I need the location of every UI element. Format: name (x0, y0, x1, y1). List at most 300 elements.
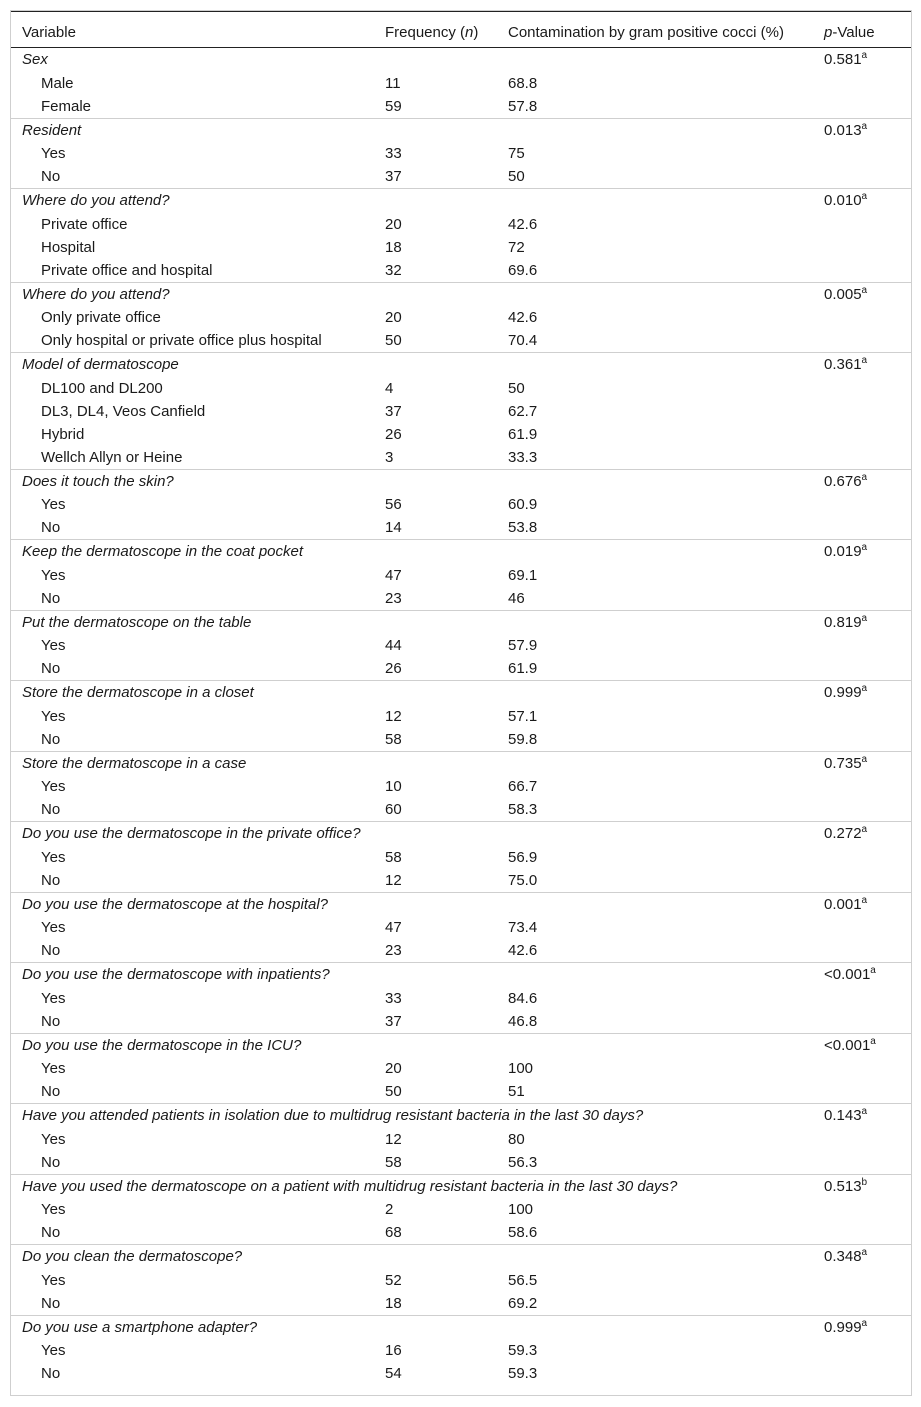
header-pvalue: p-Value (824, 17, 911, 48)
frequency-value: 16 (385, 1342, 402, 1359)
table-row (11, 1339, 911, 1362)
empty-cell (824, 72, 911, 95)
contamination-value: 56.3 (508, 1153, 538, 1171)
empty-cell (385, 681, 508, 705)
empty-cell (508, 48, 824, 72)
contamination-value: 61.9 (508, 425, 538, 443)
table-body (11, 48, 911, 1386)
p-value-number: 0.348 (824, 1248, 862, 1266)
group-label: Keep the dermatoscope in the coat pocket (11, 540, 385, 564)
table-row (11, 1292, 911, 1316)
category-label: Yes (41, 1271, 66, 1289)
table-row (11, 493, 911, 516)
empty-cell (385, 469, 508, 493)
empty-cell (824, 1339, 911, 1362)
empty-cell (508, 963, 824, 987)
table-row (11, 987, 911, 1010)
category-label: No (41, 871, 61, 889)
empty-cell (385, 1315, 508, 1339)
empty-cell (508, 610, 824, 634)
frequency-value: 37 (385, 168, 402, 185)
table-row (11, 165, 911, 189)
group-label: Do you use the dermatoscope in the ICU? (11, 1033, 385, 1057)
table-row (11, 306, 911, 329)
frequency-value: 12 (385, 1130, 402, 1148)
contamination-value: 100 (508, 1060, 534, 1077)
p-value (824, 822, 911, 846)
p-value-footnote: a (861, 120, 868, 132)
table-row (11, 423, 911, 446)
category-label: DL3, DL4, Veos Canfield (41, 402, 206, 420)
contamination-value: 57.1 (508, 707, 538, 725)
table-row (11, 869, 911, 893)
empty-cell (824, 1198, 911, 1221)
table-row (11, 1198, 911, 1221)
contamination-value: 68.8 (508, 74, 538, 92)
category-label: No (41, 1012, 61, 1030)
empty-cell (824, 987, 911, 1010)
contamination-value: 75.0 (508, 871, 538, 889)
p-value (824, 610, 911, 634)
contamination-value: 42.6 (508, 309, 538, 326)
empty-cell (824, 165, 911, 189)
frequency-value: 58 (385, 848, 402, 866)
category-label: No (41, 1365, 61, 1382)
group-label: Do you use the dermatoscope with inpatients? (11, 963, 385, 987)
group-row (11, 751, 911, 775)
table-row (11, 587, 911, 611)
empty-cell (508, 189, 824, 213)
table-row (11, 1080, 911, 1104)
p-value-footnote: a (870, 965, 876, 977)
category-label: Female (41, 97, 92, 115)
p-value-number: 0.676 (824, 472, 862, 490)
table-row (11, 939, 911, 963)
frequency-value: 47 (385, 919, 402, 936)
frequency-value: 20 (385, 215, 402, 233)
category-label: Hospital (41, 238, 96, 256)
top-rule (11, 11, 911, 12)
group-row (11, 1315, 911, 1339)
group-label: Do you use the dermatoscope at the hospital? (11, 892, 385, 916)
category-label: No (41, 801, 61, 818)
contamination-value: 57.8 (508, 97, 538, 115)
contamination-value: 100 (508, 1201, 534, 1218)
table-row (11, 446, 911, 470)
empty-cell (824, 564, 911, 587)
empty-cell (824, 1269, 911, 1292)
frequency-value: 44 (385, 637, 402, 654)
p-value-number: 0.999 (824, 684, 862, 702)
p-value-footnote: a (861, 50, 868, 62)
p-value-footnote: a (861, 1106, 868, 1118)
p-value (824, 282, 911, 306)
table-container (10, 10, 912, 1396)
contamination-value: 62.7 (508, 402, 538, 420)
empty-cell (824, 869, 911, 893)
empty-cell (824, 587, 911, 611)
p-value-number: 0.361 (824, 356, 862, 374)
p-value-number: <0.001 (824, 1036, 871, 1054)
frequency-value: 18 (385, 238, 402, 256)
table-row (11, 400, 911, 423)
group-label: Sex (22, 51, 48, 69)
table-row (11, 705, 911, 728)
header-variable: Variable (11, 17, 385, 48)
empty-cell (508, 1033, 824, 1057)
table-row (11, 259, 911, 283)
category-label: No (41, 1294, 61, 1312)
category-label: Yes (41, 1130, 66, 1148)
frequency-value: 2 (385, 1201, 394, 1218)
p-value-footnote: a (870, 1035, 876, 1047)
header-contamination: Contamination by gram positive cocci (%) (508, 17, 824, 48)
p-value-number: <0.001 (824, 966, 871, 984)
frequency-value: 54 (385, 1365, 402, 1382)
frequency-value: 47 (385, 566, 402, 584)
category-label: Yes (41, 848, 66, 866)
group-row (11, 48, 911, 72)
contamination-value: 59.8 (508, 730, 538, 748)
p-value (824, 353, 911, 377)
table-row (11, 1128, 911, 1151)
empty-cell (385, 118, 508, 142)
group-row (11, 1104, 911, 1128)
p-value-footnote: a (861, 753, 868, 765)
group-label: Have you attended patients in isolation due to multidrug resistant bacteria in the last 30 days? (11, 1104, 385, 1128)
group-label: Does it touch the skin? (11, 469, 385, 493)
p-value (824, 540, 911, 564)
contamination-value: 51 (508, 1083, 525, 1100)
category-label: No (41, 589, 61, 607)
group-row (11, 892, 911, 916)
p-value (824, 892, 911, 916)
group-row (11, 1033, 911, 1057)
empty-cell (824, 1292, 911, 1316)
frequency-value: 50 (385, 1083, 402, 1100)
group-row (11, 822, 911, 846)
contamination-value: 59.3 (508, 1365, 538, 1382)
empty-cell (824, 846, 911, 869)
frequency-value: 26 (385, 425, 402, 443)
empty-cell (508, 681, 824, 705)
empty-cell (385, 892, 508, 916)
empty-cell (824, 95, 911, 119)
frequency-value: 33 (385, 989, 402, 1007)
p-value-number: 0.999 (824, 1318, 862, 1336)
table-row (11, 95, 911, 119)
p-value-number: 0.013 (824, 121, 862, 139)
p-value-number: 0.513 (824, 1177, 862, 1195)
empty-cell (824, 306, 911, 329)
frequency-value: 12 (385, 707, 402, 725)
empty-cell (824, 259, 911, 283)
empty-cell (824, 329, 911, 353)
p-value-number: 0.272 (824, 825, 862, 843)
table-row (11, 775, 911, 798)
p-value-footnote: a (861, 191, 868, 203)
contamination-value: 80 (508, 1130, 525, 1148)
contamination-value: 70.4 (508, 332, 538, 349)
category-label: Yes (41, 778, 66, 795)
empty-cell (385, 610, 508, 634)
empty-cell (824, 1221, 911, 1245)
results-table (11, 17, 911, 1385)
contamination-value: 66.7 (508, 778, 538, 795)
frequency-value: 20 (385, 1060, 402, 1077)
table-row (11, 236, 911, 259)
contamination-value: 57.9 (508, 637, 538, 654)
table-row (11, 846, 911, 869)
frequency-value: 23 (385, 942, 402, 959)
frequency-value: 12 (385, 871, 402, 889)
group-row (11, 353, 911, 377)
empty-cell (824, 1128, 911, 1151)
contamination-value: 73.4 (508, 919, 538, 936)
category-label: No (41, 1153, 61, 1171)
empty-cell (385, 189, 508, 213)
category-label: Yes (41, 1342, 66, 1359)
table-row (11, 1269, 911, 1292)
table-row (11, 916, 911, 939)
empty-cell (385, 353, 508, 377)
empty-cell (824, 493, 911, 516)
table-row (11, 798, 911, 822)
p-value-number: 0.001 (824, 895, 862, 913)
empty-cell (824, 213, 911, 236)
p-value (824, 1104, 911, 1128)
contamination-value: 53.8 (508, 519, 538, 536)
p-value (824, 48, 911, 72)
group-row (11, 610, 911, 634)
category-label: Private office and hospital (41, 261, 213, 279)
category-label: Wellch Allyn or Heine (41, 448, 183, 466)
frequency-value: 33 (385, 145, 402, 162)
category-label: Yes (41, 1060, 66, 1077)
empty-cell (824, 775, 911, 798)
contamination-value: 61.9 (508, 660, 538, 677)
header-row (11, 17, 911, 48)
table-row (11, 329, 911, 353)
empty-cell (824, 377, 911, 400)
group-label: Do you clean the dermatoscope? (11, 1245, 385, 1269)
p-value-footnote: a (861, 355, 868, 367)
table-row (11, 564, 911, 587)
empty-cell (824, 142, 911, 165)
p-value-footnote: a (861, 284, 868, 296)
empty-cell (824, 657, 911, 681)
frequency-value: 20 (385, 309, 402, 326)
p-value (824, 751, 911, 775)
frequency-value: 60 (385, 801, 402, 818)
category-label: Yes (41, 637, 66, 654)
contamination-value: 33.3 (508, 448, 538, 466)
category-label: No (41, 660, 61, 677)
category-label: DL100 and DL200 (41, 379, 163, 397)
frequency-value: 10 (385, 778, 402, 795)
category-label: No (41, 1224, 61, 1241)
empty-cell (824, 916, 911, 939)
table-row (11, 377, 911, 400)
p-value-footnote: a (861, 612, 868, 624)
empty-cell (824, 798, 911, 822)
category-label: Only private office (41, 309, 161, 326)
empty-cell (824, 705, 911, 728)
group-row (11, 189, 911, 213)
category-label: No (41, 942, 61, 959)
category-label: No (41, 168, 61, 185)
table-row (11, 516, 911, 540)
frequency-value: 58 (385, 730, 402, 748)
frequency-value: 18 (385, 1294, 402, 1312)
contamination-value: 59.3 (508, 1342, 538, 1359)
p-value-footnote: a (861, 542, 868, 554)
table-row (11, 634, 911, 657)
frequency-value: 11 (385, 74, 401, 92)
group-label: Put the dermatoscope on the table (11, 610, 385, 634)
frequency-value: 37 (385, 402, 402, 420)
empty-cell (508, 1245, 824, 1269)
group-label: Store the dermatoscope in a case (11, 751, 385, 775)
group-label: Resident (11, 118, 385, 142)
category-label: Hybrid (41, 425, 85, 443)
group-row (11, 540, 911, 564)
category-label: Yes (41, 707, 66, 725)
empty-cell (824, 634, 911, 657)
empty-cell (824, 1362, 911, 1385)
empty-cell (508, 282, 824, 306)
empty-cell (385, 963, 508, 987)
empty-cell (385, 822, 508, 846)
contamination-value: 46.8 (508, 1012, 538, 1030)
p-value-number: 0.010 (824, 192, 862, 210)
frequency-value: 32 (385, 261, 402, 279)
frequency-value: 50 (385, 332, 402, 349)
group-label: Where do you attend? (11, 189, 385, 213)
empty-cell (508, 892, 824, 916)
table-row (11, 1057, 911, 1080)
table-row (11, 1221, 911, 1245)
category-label: No (41, 519, 61, 536)
p-value (824, 1315, 911, 1339)
frequency-value: 4 (385, 379, 394, 397)
empty-cell (508, 540, 824, 564)
p-value-number: 0.581 (824, 51, 862, 69)
contamination-value: 58.6 (508, 1224, 538, 1241)
group-row (11, 1245, 911, 1269)
empty-cell (824, 423, 911, 446)
contamination-value: 56.9 (508, 848, 538, 866)
p-value (824, 1174, 911, 1198)
empty-cell (508, 118, 824, 142)
table-row (11, 728, 911, 752)
group-label: Where do you attend? (11, 282, 385, 306)
group-label: Model of dermatoscope (11, 353, 385, 377)
contamination-value: 42.6 (508, 215, 538, 233)
p-value-number: 0.735 (824, 754, 862, 772)
p-value (824, 963, 911, 987)
empty-cell (824, 236, 911, 259)
contamination-value: 56.5 (508, 1271, 538, 1289)
p-value-footnote: b (861, 1176, 868, 1188)
frequency-value: 59 (385, 97, 402, 115)
p-value (824, 1033, 911, 1057)
group-label: Store the dermatoscope in a closet (11, 681, 385, 705)
table-row (11, 213, 911, 236)
p-value (824, 189, 911, 213)
category-label: No (41, 730, 61, 748)
frequency-value: 58 (385, 1153, 402, 1171)
empty-cell (824, 1057, 911, 1080)
header-frequency: Frequency (n) (385, 17, 508, 48)
contamination-value: 50 (508, 379, 525, 397)
p-value-number: 0.005 (824, 285, 862, 303)
empty-cell (824, 400, 911, 423)
contamination-value: 75 (508, 145, 525, 162)
p-value-number: 0.819 (824, 613, 862, 631)
group-row (11, 963, 911, 987)
contamination-value: 69.1 (508, 566, 538, 584)
p-value-number: 0.143 (824, 1107, 862, 1125)
contamination-value: 84.6 (508, 989, 538, 1007)
table-row (11, 1362, 911, 1385)
category-label: Yes (41, 989, 66, 1007)
group-row (11, 1174, 911, 1198)
category-label: No (41, 1083, 61, 1100)
category-label: Private office (41, 215, 128, 233)
p-value (824, 1245, 911, 1269)
category-label: Yes (41, 566, 66, 584)
empty-cell (508, 1315, 824, 1339)
frequency-value: 3 (385, 448, 394, 466)
frequency-value: 37 (385, 1012, 402, 1030)
empty-cell (824, 1080, 911, 1104)
empty-cell (385, 751, 508, 775)
p-value (824, 681, 911, 705)
frequency-value: 23 (385, 589, 402, 607)
empty-cell (508, 751, 824, 775)
empty-cell (824, 1010, 911, 1034)
table-row (11, 142, 911, 165)
category-label: Yes (41, 1201, 66, 1218)
frequency-value: 14 (385, 519, 402, 536)
table-row (11, 1151, 911, 1175)
p-value-number: 0.019 (824, 543, 862, 561)
p-value-footnote: a (861, 1317, 868, 1329)
frequency-value: 56 (385, 496, 402, 513)
empty-cell (385, 1245, 508, 1269)
contamination-value: 69.2 (508, 1294, 538, 1312)
empty-cell (508, 353, 824, 377)
group-row (11, 118, 911, 142)
frequency-value: 26 (385, 660, 402, 677)
category-label: Yes (41, 145, 66, 162)
category-label: Male (41, 74, 74, 92)
contamination-value: 69.6 (508, 261, 538, 279)
empty-cell (824, 1151, 911, 1175)
p-value-footnote: a (861, 824, 868, 836)
contamination-value: 50 (508, 168, 525, 185)
group-label: Do you use a smartphone adapter? (11, 1315, 385, 1339)
empty-cell (385, 282, 508, 306)
empty-cell (824, 939, 911, 963)
group-row (11, 282, 911, 306)
p-value (824, 469, 911, 493)
frequency-value: 52 (385, 1271, 402, 1289)
category-label: Yes (41, 496, 66, 513)
p-value-footnote: a (861, 683, 868, 695)
table-row (11, 1010, 911, 1034)
